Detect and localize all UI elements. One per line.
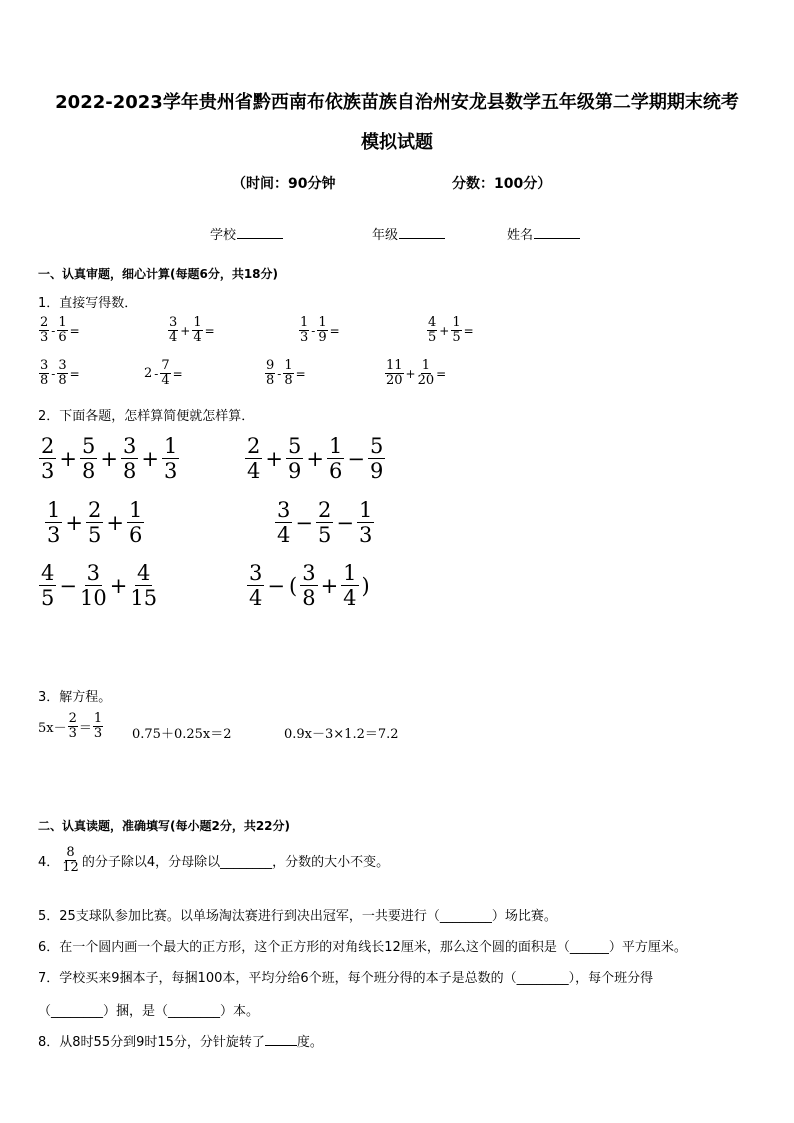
- exam-score: 分数：100分）: [452, 176, 552, 192]
- question-7-line-1: 7．学校买来9捆本子，每捆100本，平均分给6个班，每个班分得的本子是总数的（________），每个班分得: [38, 971, 654, 986]
- equation-3: 0.9x－3×1.2＝7.2: [284, 727, 399, 742]
- simplify-calc-6: $\frac{3}{4}$ − ( $\frac{3}{8}$ + $\frac{1}{4}$ ): [249, 561, 370, 611]
- simplify-calc-5: $\frac{4}{5}$ − $\frac{3}{10}$ + $\frac{4}{15}$: [41, 561, 158, 611]
- mental-calc-5: $\frac{3}{8}$ - $\frac{3}{8}$ =: [40, 358, 80, 389]
- page-subtitle: 模拟试题: [361, 132, 433, 153]
- mental-calc-7: $\frac{9}{8}$ - $\frac{1}{8}$ =: [266, 358, 306, 389]
- question-6: 6．在一个圆内画一个最大的正方形，这个正方形的对角线长12厘米，那么这个圆的面积是（______）平方厘米。: [38, 940, 687, 955]
- page-title: 2022-2023学年贵州省黔西南布依族苗族自治州安龙县数学五年级第二学期期末统考: [55, 92, 739, 113]
- grade-blank: [399, 226, 445, 239]
- mental-calc-1: $\frac{2}{3}$ - $\frac{1}{6}$ =: [40, 315, 80, 346]
- name-label: 姓名: [507, 228, 534, 243]
- mental-calc-4: $\frac{4}{5}$ + $\frac{1}{5}$ =: [428, 315, 474, 346]
- mental-calc-6: 2 - $\frac{7}{4}$ =: [144, 358, 183, 389]
- question-3: 3．解方程。: [38, 690, 112, 705]
- equation-2: 0.75＋0.25x＝2: [132, 727, 232, 742]
- question-1: 1．直接写得数．: [38, 296, 138, 311]
- school-label: 学校: [210, 228, 237, 243]
- question-2: 2．下面各题，怎样算简便就怎样算．: [38, 409, 255, 424]
- grade-label: 年级: [372, 228, 399, 243]
- mental-calc-2: $\frac{3}{4}$ + $\frac{1}{4}$ =: [169, 315, 215, 346]
- simplify-calc-1: $\frac{2}{3}$ + $\frac{5}{8}$ + $\frac{3}{8}$ + $\frac{1}{3}$: [41, 434, 178, 484]
- section-1-heading: 一、认真审题，细心计算(每题6分，共18分): [38, 267, 279, 281]
- question-4: 4． $\frac{8}{12}$ 的分子除以4，分母除以________，分数的大小不变。: [38, 845, 390, 876]
- school-blank: [237, 226, 283, 239]
- mental-calc-3: $\frac{1}{3}$ - $\frac{1}{9}$ =: [300, 315, 340, 346]
- section-2-heading: 二、认真读题，准确填写(每小题2分，共22分): [38, 819, 291, 833]
- mental-calc-8: $\frac{11}{20}$ + $\frac{1}{20}$ =: [386, 358, 447, 389]
- name-field: [507, 224, 580, 243]
- question-7-line-2: （________）捆，是（________）本。: [38, 1004, 260, 1019]
- question-5: 5．25支球队参加比赛。以单场淘汰赛进行到决出冠军，一共要进行（________）场比赛。: [38, 909, 557, 924]
- school-field: [210, 224, 283, 243]
- simplify-calc-4: $\frac{3}{4}$ − $\frac{2}{5}$ − $\frac{1}{3}$: [277, 498, 373, 548]
- grade-field: [372, 224, 445, 243]
- question-8: 8．从8时55分到9时15分，分针旋转了 度。: [38, 1035, 323, 1050]
- name-blank: [534, 226, 580, 239]
- exam-time: （时间：90分钟: [232, 176, 336, 192]
- simplify-calc-3: $\frac{1}{3}$ + $\frac{2}{5}$ + $\frac{1}{6}$: [47, 498, 143, 548]
- equation-1: 5x－ $\frac{2}{3}$ ＝ $\frac{1}{3}$: [38, 711, 103, 742]
- q8-blank: [265, 1033, 297, 1046]
- simplify-calc-2: $\frac{2}{4}$ + $\frac{5}{9}$ + $\frac{1}{6}$ − $\frac{5}{9}$: [247, 434, 384, 484]
